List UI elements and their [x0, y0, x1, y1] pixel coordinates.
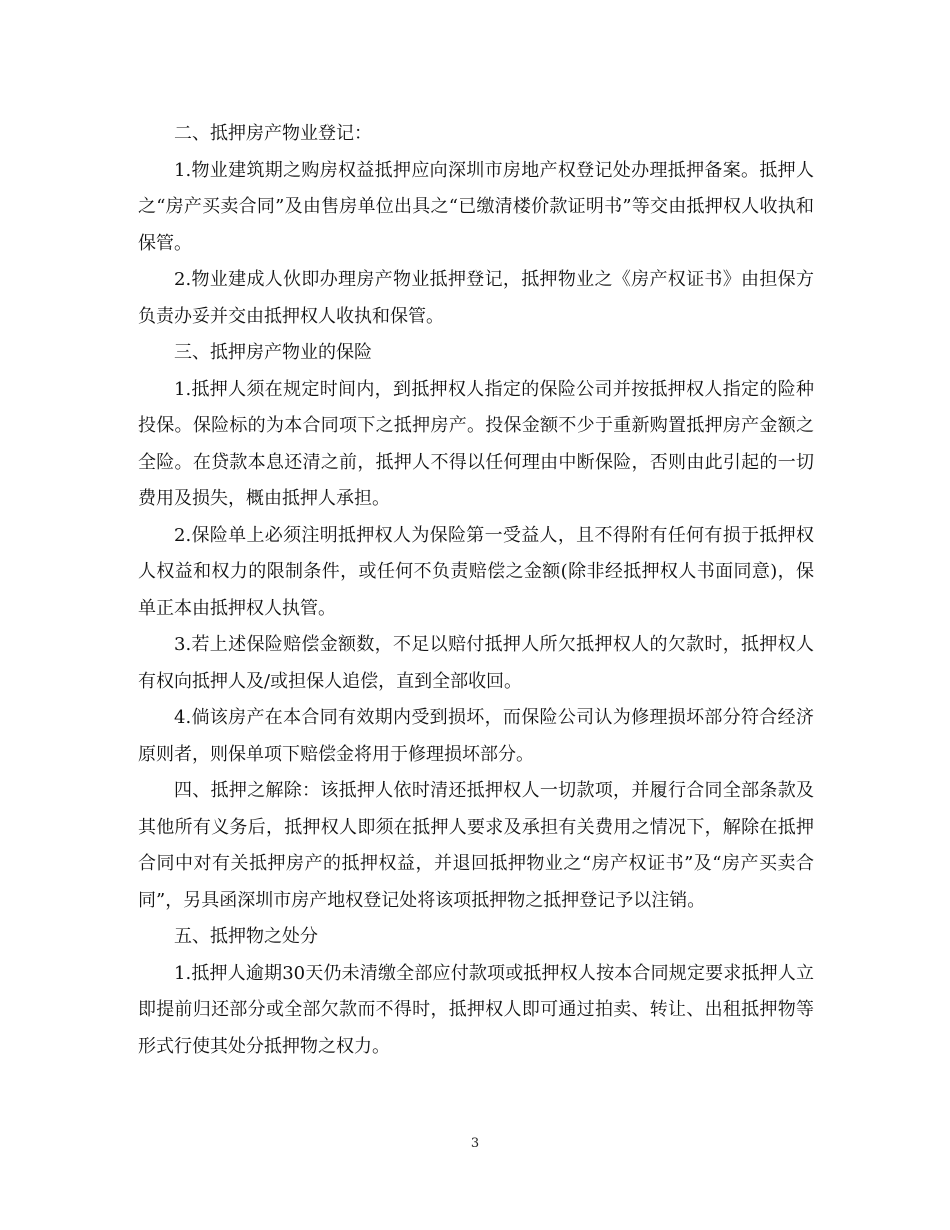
document-body	[138, 116, 814, 1065]
paragraph-disposal-1: 1.抵押人逾期30天仍未清缴全部应付款项或抵押权人按本合同规定要求抵押人立即提前归还部分或全部欠款而不得时，抵押权人即可通过拍卖、转让、出租抵押物等形式行使其处分抵押物之权力。	[138, 962, 814, 1057]
paragraph-insurance-2: 2.保险单上必须注明抵押权人为保险第一受益人，且不得附有任何有损于抵押权人权益和权力的限制条件，或任何不负责赔偿之金额(除非经抵押权人书面同意)，保单正本由抵押权人执管。	[138, 524, 814, 619]
section-heading-registration: 二、抵押房产物业登记：	[174, 123, 372, 144]
paragraph-registration-2: 2.物业建成人伙即办理房产物业抵押登记，抵押物业之《房产权证书》由担保方负责办妥并交由抵押权人收执和保管。	[138, 269, 814, 327]
paragraph-insurance-1: 1.抵押人须在规定时间内，到抵押权人指定的保险公司并按抵押权人指定的险种投保。保险标的为本合同项下之抵押房产。投保金额不少于重新购置抵押房产金额之全险。在贷款本息还清之前，抵押人不得以任何理由中断保险，否则由此引起的一切费用及损失，概由抵押人承担。	[138, 378, 814, 509]
page-number: 3	[470, 1136, 480, 1151]
section-heading-insurance: 三、抵押房产物业的保险	[174, 342, 372, 363]
section-heading-disposal: 五、抵押物之处分	[174, 926, 318, 947]
paragraph-insurance-4: 4.倘该房产在本合同有效期内受到损坏，而保险公司认为修理损坏部分符合经济原则者，则保单项下赔偿金将用于修理损坏部分。	[138, 707, 814, 765]
paragraph-insurance-3: 3.若上述保险赔偿金额数，不足以赔付抵押人所欠抵押权人的欠款时，抵押权人有权向抵押人及/或担保人追偿，直到全部收回。	[138, 634, 814, 692]
paragraph-registration-1: 1.物业建筑期之购房权益抵押应向深圳市房地产权登记处办理抵押备案。抵押人之“房产买卖合同”及由售房单位出具之“已缴清楼价款证明书”等交由抵押权人收执和保管。	[138, 159, 814, 254]
section-release: 四、抵押之解除：该抵押人依时清还抵押权人一切款项，并履行合同全部条款及其他所有义务后，抵押权人即须在抵押人要求及承担有关费用之情况下，解除在抵押合同中对有关抵押房产的抵押权益，并退回抵押物业之“房产权证书”及“房产买卖合同”，另具函深圳市房产地权登记处将该项抵押物之抵押登记予以注销。	[138, 780, 814, 911]
